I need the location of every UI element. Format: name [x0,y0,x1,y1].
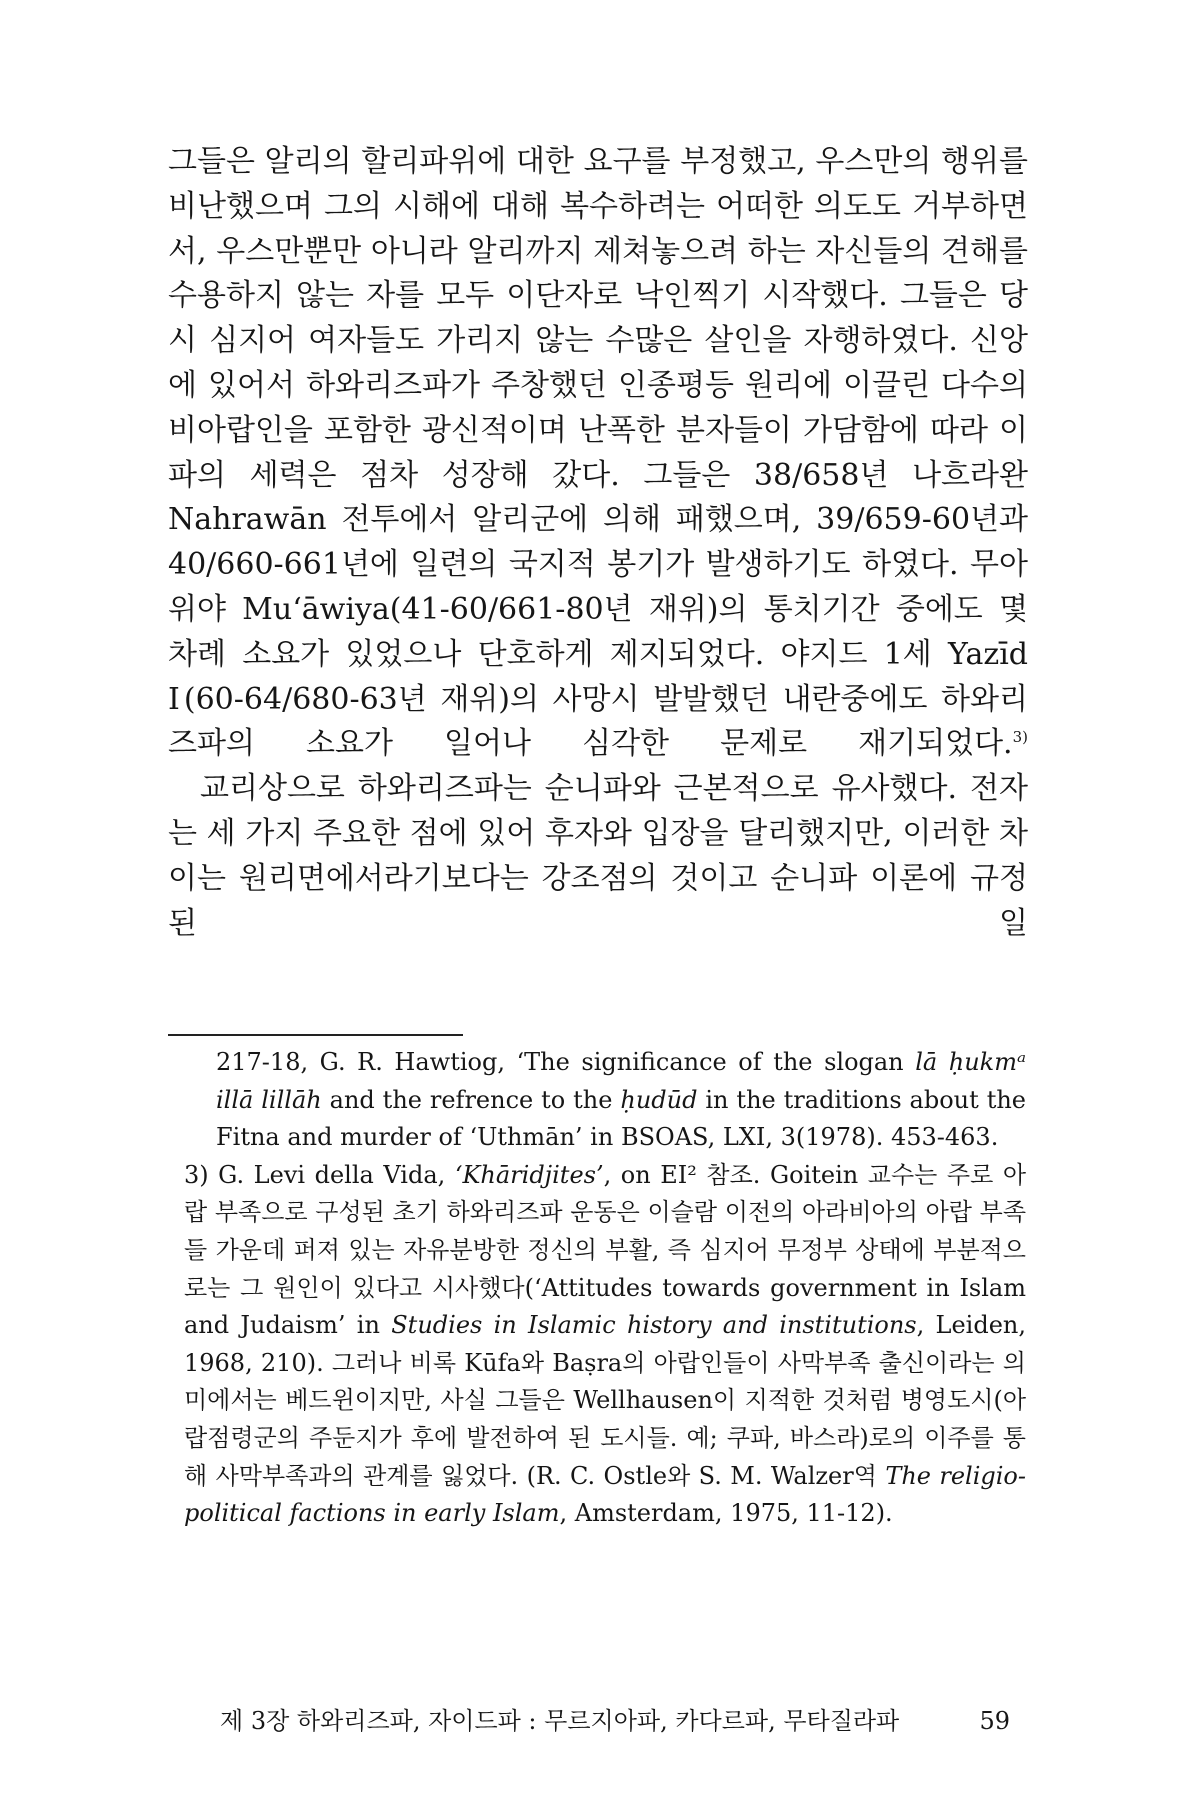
footnotes [184,1044,1027,1533]
footnote-divider [168,1034,463,1036]
footnote-3 [184,1157,1026,1533]
footnote-continuation-italic-2: ḥudūd [620,1085,698,1114]
footnote-3-italic-a: ‘Khāridjites’ [454,1160,604,1189]
paragraph-1 [168,140,1028,767]
footnote-continuation-italic-1: lā ḥukmᵃ illā lillāh [216,1048,1026,1114]
footnote-continuation-text-3: in the traditions about the Fitna and murder of ‘Uthmān’ in BSOAS, LXI, 3(1978). 453-463. [216,1085,1026,1152]
footnote-3-italic-c: The religio-political factions in early Islam [184,1461,1026,1528]
footnote-3-text-b: , on EI² 참조. Goitein 교수는 주로 아랍 부족으로 구성된 초기 하와리즈파 운동은 이슬람 이전의 아라비아의 아랍 부족들 가운데 퍼져 있는 자유분방한 정신의 부활, 즉 심지어 무정부 상태에 부분적으로는 그 원인이 있다고 시사했다(‘Attitudes towards government in Islam and Judaism’ in [184,1160,1027,1340]
footnote-continuation-text-2: and the refrence to the [321,1085,621,1114]
running-footer [220,1706,1010,1736]
footnote-3-text-c: , Leiden, 1968, 210). 그러나 비록 Kūfa와 Baṣra의 아랍인들이 사막부족 출신이라는 의미에서는 베드윈이지만, 사실 그들은 Wellhausen이 지적한 것처럼 병영도시(아랍점령군의 주둔지가 후에 발전하여 된 도시들. 예; 쿠파, 바스라)로의 이주를 통해 사막부족과의 관계를 잃었다. (R. C. Ostle와 S. M. Walzer역 [184,1311,1026,1490]
paragraph-2: 교리상으로 하와리즈파는 순니파와 근본적으로 유사했다. 전자는 세 가지 주요한 점에 있어 후자와 입장을 달리했지만, 이러한 차이는 원리면에서라기보다는 강조점의 것이고 순니파 이론에 규정된 일 [168,771,1028,941]
footnote-continuation-text-1: 217-18, G. R. Hawtiog, ‘The significance of the slogan [216,1048,916,1076]
footnote-continuation [216,1044,1026,1157]
paragraph-1-text: 그들은 알리의 할리파위에 대한 요구를 부정했고, 우스만의 행위를 비난했으며 그의 시해에 대해 복수하려는 어떠한 의도도 거부하면서, 우스만뿐만 아니라 알리까지 제쳐놓으려 하는 자신들의 견해를 수용하지 않는 자를 모두 이단자로 낙인찍기 시작했다. 그들은 당시 심지어 여자들도 가리지 않는 수많은 살인을 자행하였다. 신앙에 있어서 하와리즈파가 주창했던 인종평등 원리에 이끌린 다수의 비아랍인을 포함한 광신적이며 난폭한 분자들이 가담함에 따라 이 파의 세력은 점차 성장해 갔다. 그들은 38/658년 나흐라완 Nahrawān 전투에서 알리군에 의해 패했으며, 39/659-60년과 40/660-661년에 일련의 국지적 봉기가 발생하기도 하였다. 무아위야 Mu‘āwiya(41-60/661-80년 재위)의 통치기간 중에도 몇 차례 소요가 있었으나 단호하게 제지되었다. 야지드 1세 Yazīd Ⅰ(60-64/680-63년 재위)의 사망시 발발했던 내란중에도 하와리즈파의 소요가 일어나 심각한 문제로 재기되었다. [168,144,1028,762]
footnote-3-text-d: , Amsterdam, 1975, 11-12). [559,1499,893,1528]
main-text [168,140,1028,946]
footnote-3-text-a: 3) G. Levi della Vida, [184,1160,455,1189]
footnote-ref-3: 3) [1012,728,1028,747]
page-number: 59 [979,1707,1010,1735]
chapter-title: 제 3장 하와리즈파, 자이드파 : 무르지아파, 카다르파, 무타질라파 [220,1707,900,1735]
footnote-3-italic-b: Studies in Islamic history and institutions [391,1311,917,1340]
